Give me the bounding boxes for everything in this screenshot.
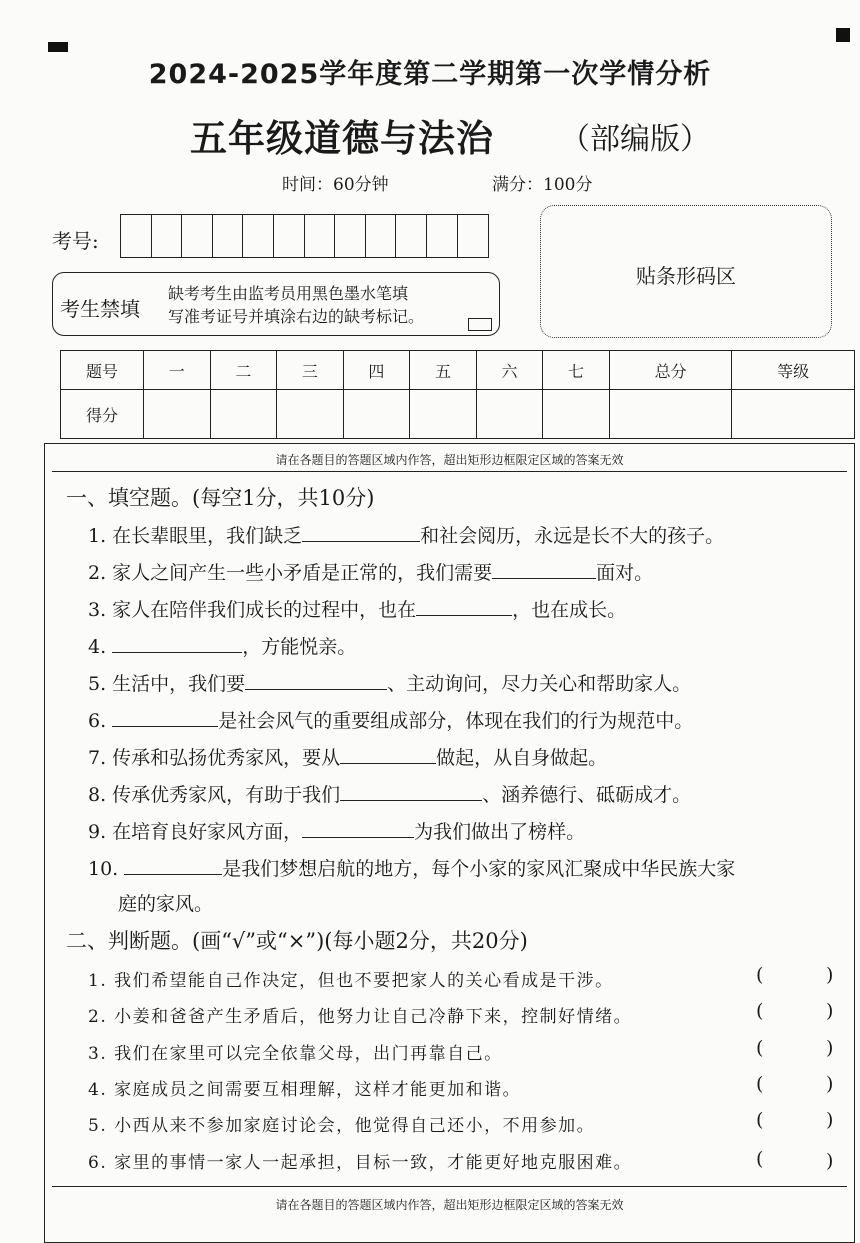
q10-post: 是我们梦想启航的地方，每个小家的家风汇聚成中华民族大家 xyxy=(222,858,736,880)
id-digit-box[interactable] xyxy=(182,215,213,257)
answer-blank[interactable] xyxy=(112,634,242,653)
score-cell[interactable] xyxy=(144,390,211,439)
q1-post: 和社会阅历，永远是长不大的孩子。 xyxy=(420,525,725,547)
barcode-label: 贴条形码区 xyxy=(636,264,736,288)
id-digit-box[interactable] xyxy=(243,215,274,257)
answer-paren-open: ( xyxy=(756,1148,764,1170)
score-header-cell: 七 xyxy=(543,351,610,390)
score-cell[interactable] xyxy=(343,390,410,439)
id-digit-box[interactable] xyxy=(305,215,336,257)
score-cell[interactable] xyxy=(210,390,277,439)
score-header-cell: 三 xyxy=(277,351,344,390)
answer-area-notice: 请在各题目的答题区域内作答，超出矩形边框限定区域的答案无效 xyxy=(275,453,624,467)
answer-blank[interactable] xyxy=(124,856,222,875)
score-header-cell: 总分 xyxy=(609,351,732,390)
score-row-label: 得分 xyxy=(61,390,144,439)
absent-mark-box[interactable] xyxy=(468,318,492,331)
q9-post: 为我们做出了榜样。 xyxy=(414,821,586,843)
answer-blank[interactable] xyxy=(112,708,218,727)
notice-divider xyxy=(52,471,847,472)
id-digit-box[interactable] xyxy=(152,215,183,257)
absent-label: 考生禁填 xyxy=(60,297,140,321)
answer-paren-close: ) xyxy=(826,1109,834,1131)
id-digit-box[interactable] xyxy=(121,215,152,257)
q6-post: 是社会风气的重要组成部分，体现在我们的行为规范中。 xyxy=(218,710,694,732)
section2-title: 二、判断题。(画“√”或“×”)(每小题2分，共20分) xyxy=(66,929,528,953)
id-digit-box[interactable] xyxy=(427,215,458,257)
score-table-score-row xyxy=(61,390,855,439)
candidate-id-label: 考号: xyxy=(52,229,99,253)
q1-pre: 1. 在长辈眼里，我们缺乏 xyxy=(88,525,303,547)
score-cell[interactable] xyxy=(732,390,855,439)
q10-pre: 10. xyxy=(88,858,119,880)
judge-question-2: 2. 小姜和爸爸产生矛盾后，他努力让自己冷静下来，控制好情绪。 xyxy=(88,1007,633,1027)
candidate-id-boxes[interactable] xyxy=(120,214,489,258)
fill-question-6 xyxy=(88,706,693,733)
score-header-cell: 一 xyxy=(144,351,211,390)
q9-pre: 9. 在培育良好家风方面， xyxy=(88,821,303,843)
answer-blank[interactable] xyxy=(245,671,387,690)
answer-paren-open: ( xyxy=(756,964,764,986)
answer-paren-open: ( xyxy=(756,1000,764,1022)
id-digit-box[interactable] xyxy=(274,215,305,257)
fill-question-10-cont: 庭的家风。 xyxy=(118,893,214,915)
answer-paren-close: ) xyxy=(826,1150,834,1172)
score-table xyxy=(60,350,855,439)
q5-pre: 5. 生活中，我们要 xyxy=(88,673,246,695)
exam-time: 时间：60分钟 xyxy=(282,175,389,195)
bottom-divider xyxy=(52,1186,847,1187)
q5-post: 、主动询问，尽力关心和帮助家人。 xyxy=(387,673,692,695)
fill-question-5 xyxy=(88,669,691,696)
answer-paren-open: ( xyxy=(756,1073,764,1095)
judge-question-6: 6. 家里的事情一家人一起承担，目标一致，才能更好地克服困难。 xyxy=(88,1153,633,1173)
section1-title: 一、填空题。(每空1分，共10分) xyxy=(66,486,375,510)
id-digit-box[interactable] xyxy=(335,215,366,257)
judge-question-5: 5. 小西从来不参加家庭讨论会，他觉得自己还小，不用参加。 xyxy=(88,1116,596,1136)
subject-title: 五年级道德与法治 xyxy=(190,116,494,160)
q3-post: ，也在成长。 xyxy=(512,599,627,621)
score-cell[interactable] xyxy=(609,390,732,439)
exam-title: 2024-2025学年度第二学期第一次学情分析 xyxy=(148,59,712,90)
answer-blank[interactable] xyxy=(302,523,420,542)
answer-paren-close: ) xyxy=(826,964,834,986)
score-header-cell: 二 xyxy=(210,351,277,390)
registration-mark-right xyxy=(836,28,850,42)
fill-question-3 xyxy=(88,595,626,622)
answer-blank[interactable] xyxy=(416,597,512,616)
judge-question-3: 3. 我们在家里可以完全依靠父母，出门再靠自己。 xyxy=(88,1044,503,1064)
answer-paren-open: ( xyxy=(756,1037,764,1059)
id-digit-box[interactable] xyxy=(396,215,427,257)
q8-pre: 8. 传承优秀家风，有助于我们 xyxy=(88,784,341,806)
q4-post: ，方能悦亲。 xyxy=(242,636,357,658)
edition-label: （部编版） xyxy=(560,122,710,157)
fill-question-2 xyxy=(88,558,653,585)
id-digit-box[interactable] xyxy=(213,215,244,257)
q6-pre: 6. xyxy=(88,710,107,732)
full-score: 满分：100分 xyxy=(492,175,593,195)
q7-post: 做起，从自身做起。 xyxy=(436,747,608,769)
score-header-cell: 六 xyxy=(476,351,543,390)
absent-line-2: 写准考证号并填涂右边的缺考标记。 xyxy=(168,307,425,326)
score-cell[interactable] xyxy=(410,390,477,439)
score-header-cell: 五 xyxy=(410,351,477,390)
q3-pre: 3. 家人在陪伴我们成长的过程中，也在 xyxy=(88,599,417,621)
fill-question-8 xyxy=(88,780,691,807)
score-cell[interactable] xyxy=(476,390,543,439)
answer-paren-close: ) xyxy=(826,1000,834,1022)
score-cell[interactable] xyxy=(543,390,610,439)
fill-question-9 xyxy=(88,817,585,844)
fill-question-10 xyxy=(88,854,735,881)
fill-question-1 xyxy=(88,521,724,548)
absent-instructions xyxy=(168,282,498,328)
registration-mark-left xyxy=(48,42,68,52)
answer-paren-close: ) xyxy=(826,1073,834,1095)
q2-post: 面对。 xyxy=(596,562,654,584)
answer-blank[interactable] xyxy=(340,782,482,801)
answer-blank[interactable] xyxy=(340,745,436,764)
score-cell[interactable] xyxy=(277,390,344,439)
score-table-header-row xyxy=(61,351,855,390)
id-digit-box[interactable] xyxy=(458,215,489,257)
id-digit-box[interactable] xyxy=(366,215,397,257)
q7-pre: 7. 传承和弘扬优秀家风，要从 xyxy=(88,747,341,769)
q4-pre: 4. xyxy=(88,636,107,658)
judge-question-4: 4. 家庭成员之间需要互相理解，这样才能更加和谐。 xyxy=(88,1080,522,1100)
score-header-cell: 四 xyxy=(343,351,410,390)
answer-blank[interactable] xyxy=(492,560,596,579)
answer-blank[interactable] xyxy=(302,819,414,838)
judge-question-1: 1. 我们希望能自己作决定，但也不要把家人的关心看成是干涉。 xyxy=(88,971,614,991)
score-header-cell: 等级 xyxy=(732,351,855,390)
score-header-cell: 题号 xyxy=(61,351,144,390)
q2-pre: 2. 家人之间产生一些小矛盾是正常的，我们需要 xyxy=(88,562,493,584)
answer-paren-open: ( xyxy=(756,1109,764,1131)
absent-line-1: 缺考考生由监考员用黑色墨水笔填 xyxy=(168,284,409,303)
footer-notice: 请在各题目的答题区域内作答，超出矩形边框限定区域的答案无效 xyxy=(275,1198,624,1212)
fill-question-4 xyxy=(88,632,356,659)
answer-paren-close: ) xyxy=(826,1037,834,1059)
fill-question-7 xyxy=(88,743,607,770)
q8-post: 、涵养德行、砥砺成才。 xyxy=(482,784,692,806)
